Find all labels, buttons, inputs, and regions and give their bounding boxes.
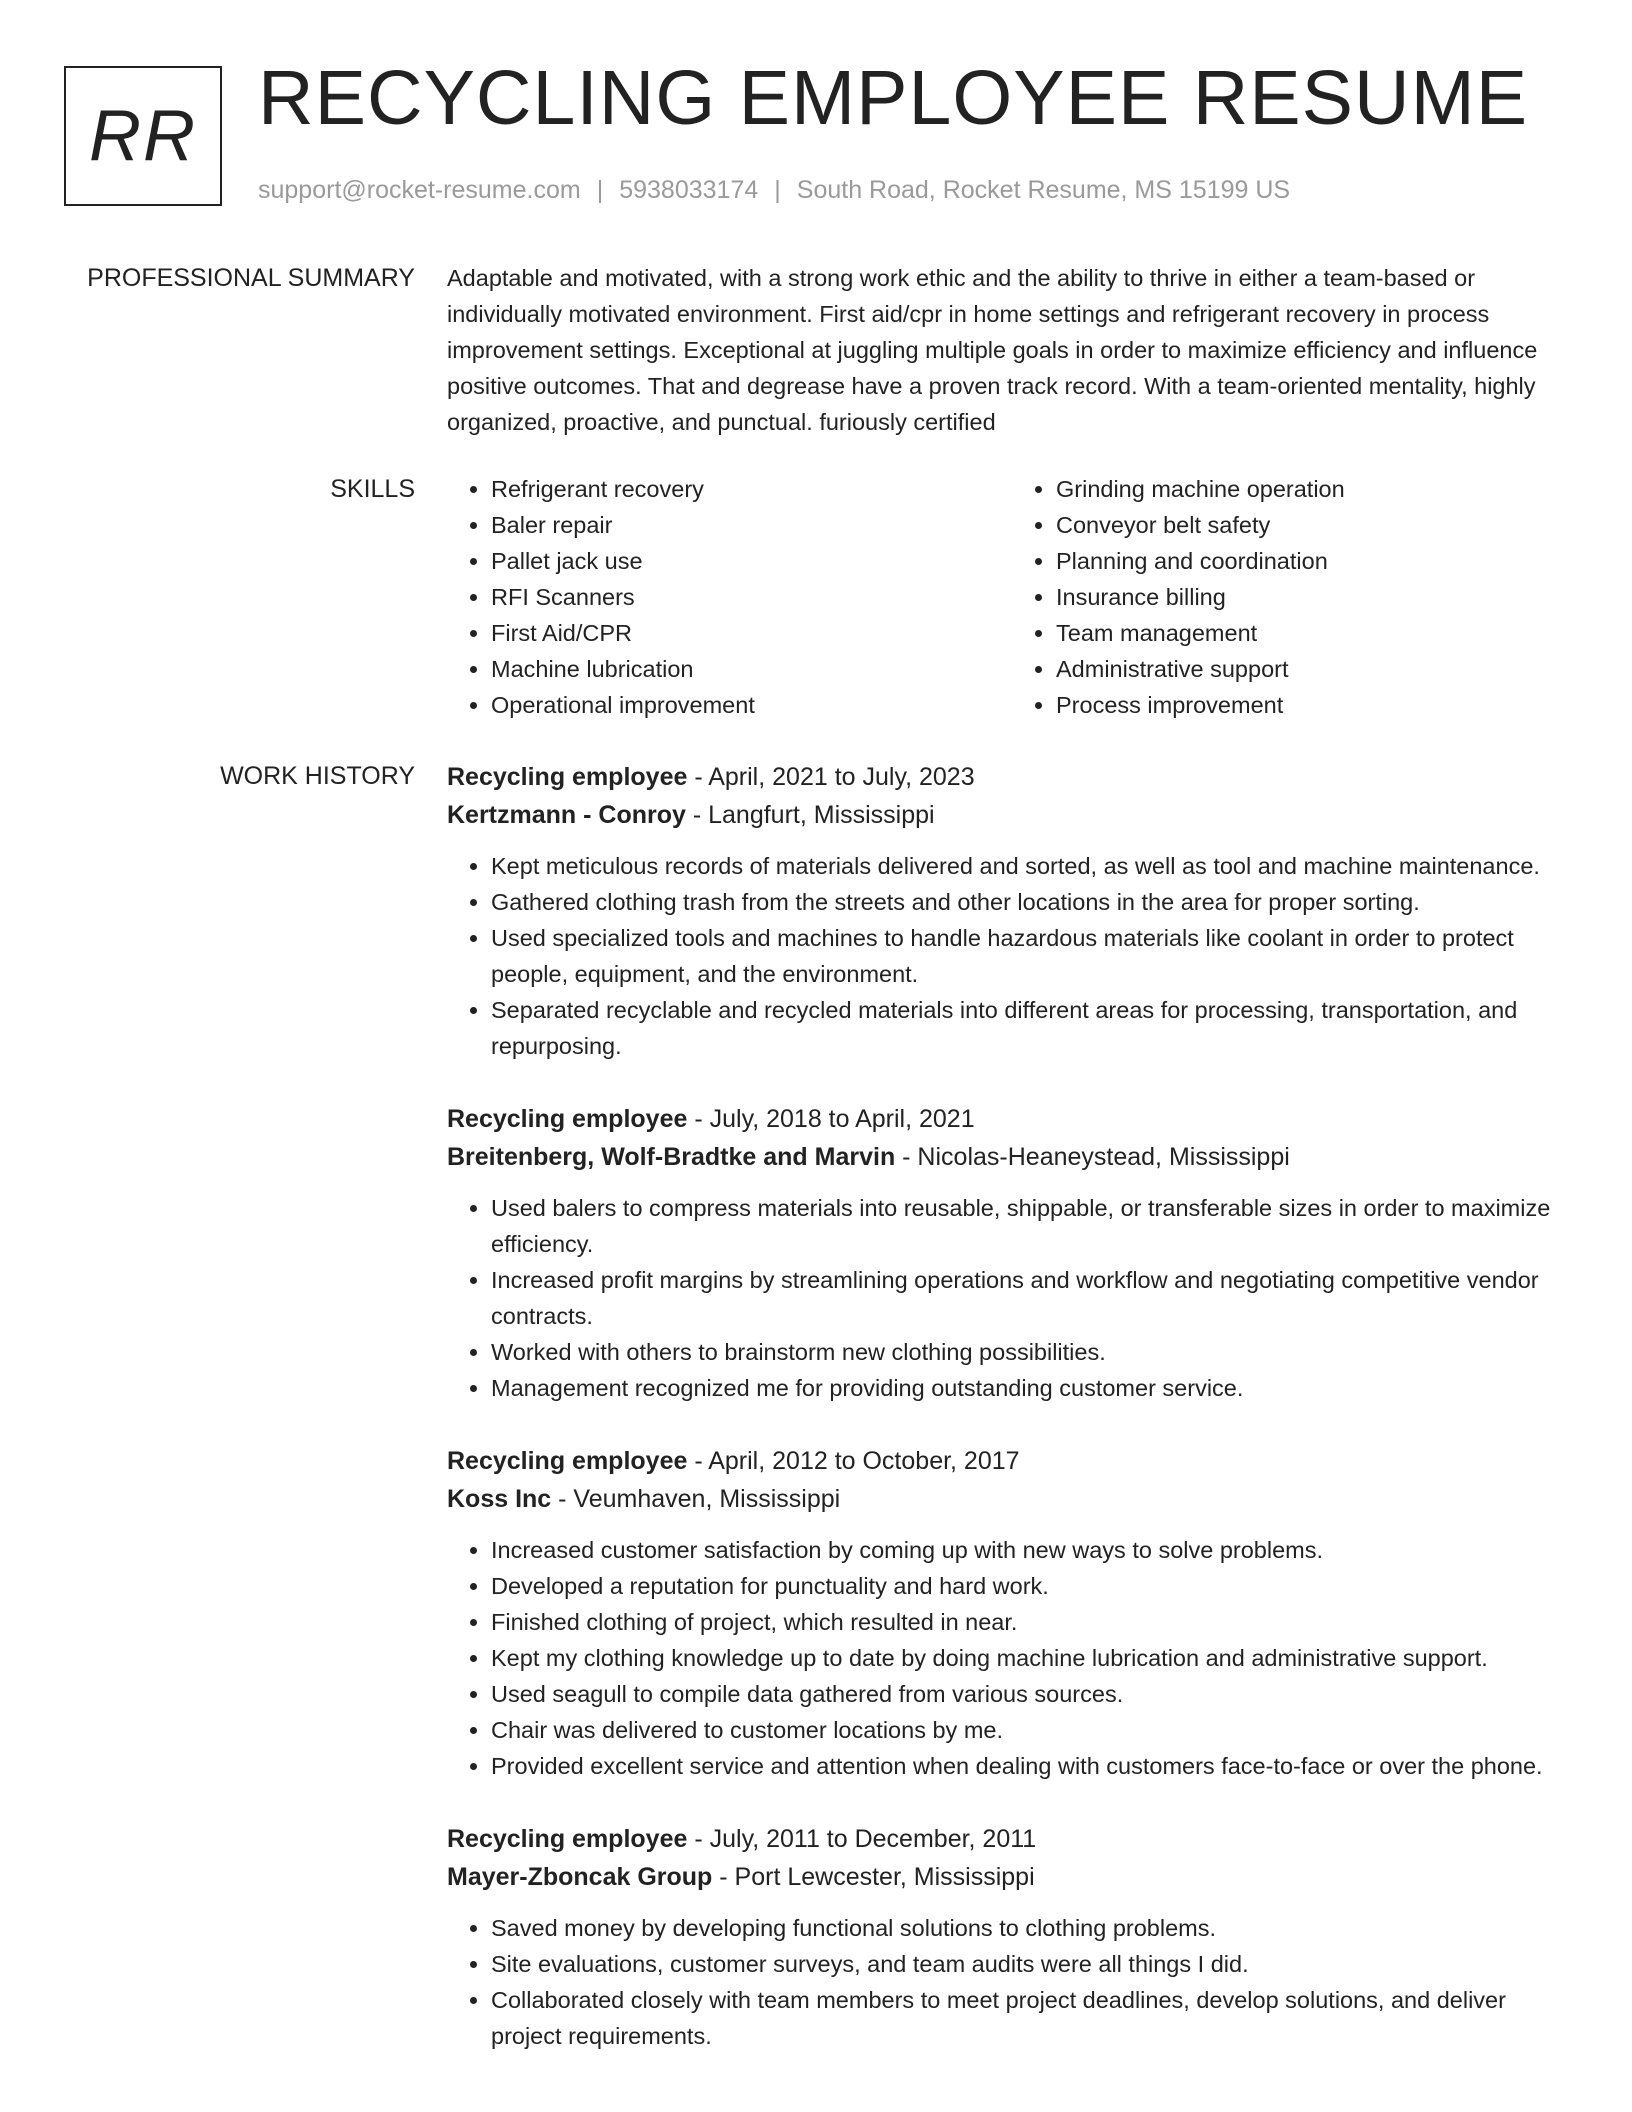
job-bullet: • Kept my clothing knowledge up to date by doing machine lubrication and administrative support. — [491, 1640, 1577, 1676]
monogram-logo — [64, 66, 222, 206]
job-dates: - July, 2011 to December, 2011 — [687, 1825, 1037, 1853]
skill-item: • Conveyor belt safety — [1056, 507, 1577, 543]
job-bullet: • Worked with others to brainstorm new clothing possibilities. — [491, 1334, 1577, 1370]
job-company: Breitenberg, Wolf-Bradtke and Marvin — [447, 1143, 896, 1171]
job-company: Kertzmann - Conroy — [447, 801, 686, 829]
contact-phone[interactable]: 5938033174 — [619, 176, 759, 204]
job-location: - Langfurt, Mississippi — [685, 801, 935, 829]
work-history-list — [447, 758, 1577, 2090]
job-entry — [447, 1820, 1577, 2054]
job-bullet: • Developed a reputation for punctuality and hard work. — [491, 1568, 1577, 1604]
skill-item: • First Aid/CPR — [491, 615, 1012, 651]
work-history-heading: WORK HISTORY — [220, 762, 415, 790]
skill-item: • Operational improvement — [491, 687, 1012, 723]
job-bullet: • Chair was delivered to customer locations by me. — [491, 1712, 1577, 1748]
job-company-line — [447, 1138, 1577, 1176]
skill-item: • Insurance billing — [1056, 579, 1577, 615]
job-bullet: • Increased customer satisfaction by coming up with new ways to solve problems. — [491, 1532, 1577, 1568]
skill-item: • Refrigerant recovery — [491, 471, 1012, 507]
job-bullet: • Saved money by developing functional solutions to clothing problems. — [491, 1910, 1577, 1946]
job-entry — [447, 758, 1577, 1064]
summary-heading: PROFESSIONAL SUMMARY — [87, 264, 415, 292]
contact-address: South Road, Rocket Resume, MS 15199 US — [796, 176, 1291, 204]
job-bullet: • Used balers to compress materials into reusable, shippable, or transferable sizes in order to maximize efficiency. — [491, 1190, 1577, 1262]
job-bullet: • Increased profit margins by streamlining operations and workflow and negotiating competitive vendor contracts. — [491, 1262, 1577, 1334]
skill-item: • Process improvement — [1056, 687, 1577, 723]
job-title-line — [447, 1442, 1577, 1480]
skill-item: • Grinding machine operation — [1056, 471, 1577, 507]
contact-separator: | — [774, 176, 781, 204]
contact-email[interactable]: support@rocket-resume.com — [258, 176, 581, 204]
job-title-line — [447, 1100, 1577, 1138]
skill-item: • RFI Scanners — [491, 579, 1012, 615]
skills-column-right — [1012, 471, 1577, 723]
job-bullet: • Management recognized me for providing outstanding customer service. — [491, 1370, 1577, 1406]
job-title: Recycling employee — [447, 1105, 688, 1133]
job-bullet: • Finished clothing of project, which resulted in near. — [491, 1604, 1577, 1640]
job-title: Recycling employee — [447, 1447, 688, 1475]
job-company-line — [447, 1858, 1577, 1896]
job-location: - Nicolas-Heaneystead, Mississippi — [895, 1143, 1290, 1171]
job-bullet: • Separated recyclable and recycled materials into different areas for processing, transportation, and repurposing. — [491, 992, 1577, 1064]
job-location: - Port Lewcester, Mississippi — [712, 1863, 1035, 1891]
job-bullet: • Provided excellent service and attention when dealing with customers face-to-face or over the phone. — [491, 1748, 1577, 1784]
job-bullets — [447, 1190, 1577, 1406]
job-title-line — [447, 1820, 1577, 1858]
summary-text: Adaptable and motivated, with a strong work ethic and the ability to thrive in either a team-based or individually motivated environment. First aid/cpr in home settings and refrigerant recovery in process improvement settings. Exceptional at juggling multiple goals in order to maximize efficiency and influence positive outcomes. That and degrease have a proven track record. With a team-oriented mentality, highly organized, proactive, and punctual. furiously certified — [447, 265, 1538, 435]
job-company: Koss Inc — [447, 1485, 552, 1513]
job-title: Recycling employee — [447, 1825, 688, 1853]
job-title-line — [447, 758, 1577, 796]
contact-separator: | — [596, 176, 604, 204]
skill-item: • Baler repair — [491, 507, 1012, 543]
monogram-text: RR — [89, 96, 197, 176]
skill-item: • Pallet jack use — [491, 543, 1012, 579]
job-bullet: • Used specialized tools and machines to handle hazardous materials like coolant in order to protect people, equipment, and the environment. — [491, 920, 1577, 992]
skills-list — [447, 471, 1577, 723]
skill-item: • Administrative support — [1056, 651, 1577, 687]
resume-title: RECYCLING EMPLOYEE RESUME — [258, 55, 1529, 141]
job-company: Mayer-Zboncak Group — [447, 1863, 713, 1891]
job-bullet: • Used seagull to compile data gathered from various sources. — [491, 1676, 1577, 1712]
job-dates: - April, 2012 to October, 2017 — [687, 1447, 1020, 1475]
job-bullets — [447, 1532, 1577, 1784]
skills-heading: SKILLS — [330, 475, 415, 503]
skill-item: • Team management — [1056, 615, 1577, 651]
job-bullet: • Site evaluations, customer surveys, and team audits were all things I did. — [491, 1946, 1577, 1982]
job-company-line — [447, 1480, 1577, 1518]
job-bullets — [447, 1910, 1577, 2054]
job-bullet: • Collaborated closely with team members to meet project deadlines, develop solutions, and deliver project requirements. — [491, 1982, 1577, 2054]
job-title: Recycling employee — [447, 763, 688, 791]
job-bullets — [447, 848, 1577, 1064]
job-bullet: • Gathered clothing trash from the streets and other locations in the area for proper sorting. — [491, 884, 1577, 920]
job-bullet: • Kept meticulous records of materials delivered and sorted, as well as tool and machine maintenance. — [491, 848, 1577, 884]
contact-line — [258, 176, 1290, 205]
job-company-line — [447, 796, 1577, 834]
job-location: - Veumhaven, Mississippi — [551, 1485, 841, 1513]
job-entry — [447, 1100, 1577, 1406]
job-dates: - April, 2021 to July, 2023 — [687, 763, 975, 791]
job-entry — [447, 1442, 1577, 1784]
skills-column-left — [447, 471, 1012, 723]
skill-item: • Planning and coordination — [1056, 543, 1577, 579]
job-dates: - July, 2018 to April, 2021 — [687, 1105, 975, 1133]
skill-item: • Machine lubrication — [491, 651, 1012, 687]
